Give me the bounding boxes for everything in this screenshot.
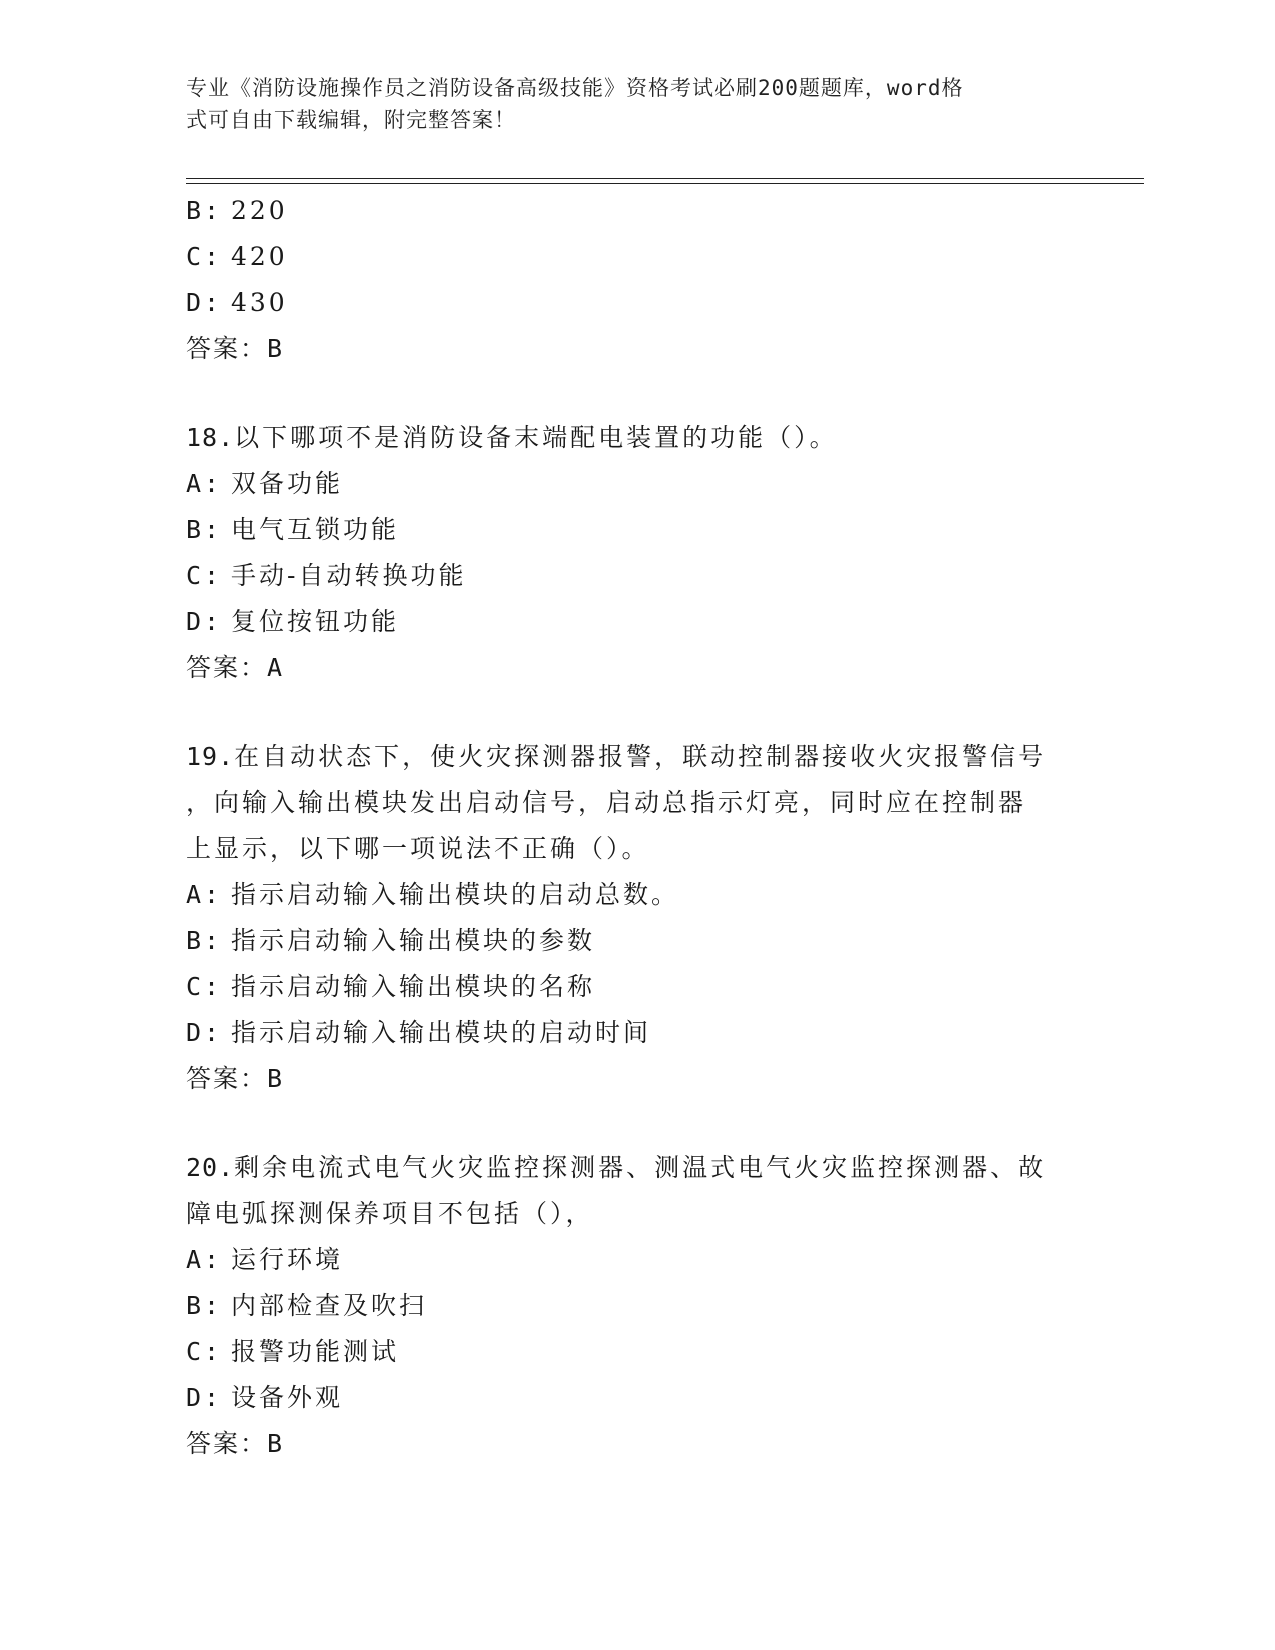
answer-label: 答案：: [186, 1064, 268, 1093]
option-text: 报警功能测试: [231, 1337, 400, 1366]
option-text: 运行环境: [231, 1245, 344, 1274]
option-label: A:: [186, 880, 223, 909]
answer-line: [186, 1056, 1076, 1102]
option-label: C:: [186, 561, 223, 590]
option-text: 电气互锁功能: [231, 515, 400, 544]
option-text: 手动-自动转换功能: [231, 561, 467, 590]
question-stem-line: [186, 734, 1076, 780]
option-d: [186, 1375, 1076, 1421]
option-b: [186, 918, 1076, 964]
option-d: [186, 599, 1076, 645]
answer-value: B: [267, 334, 285, 363]
answer-value: B: [267, 1429, 285, 1458]
question-stem-line: ，向输入输出模块发出启动信号，启动总指示灯亮，同时应在控制器: [186, 788, 1027, 817]
option-text: 430: [231, 288, 288, 317]
header-line-1: 专业《消防设施操作员之消防设备高级技能》资格考试必刷200题题库，word格: [186, 76, 964, 100]
option-b: [186, 507, 1076, 553]
option-label: D:: [186, 1018, 223, 1047]
option-label: D:: [186, 1383, 223, 1412]
question-content: [186, 188, 1076, 1467]
option-text: 复位按钮功能: [231, 607, 400, 636]
option-label: D:: [186, 288, 223, 317]
question-18: [186, 415, 1076, 691]
spacer: [186, 1102, 1076, 1145]
document-header: [186, 72, 1066, 136]
option-text: 指示启动输入输出模块的名称: [231, 972, 596, 1001]
question-text: 剩余电流式电气火灾监控探测器、测温式电气火灾监控探测器、故: [234, 1153, 1047, 1182]
answer-label: 答案：: [186, 1429, 268, 1458]
header-divider-top: [186, 178, 1144, 179]
option-label: B:: [186, 515, 223, 544]
spacer: [186, 691, 1076, 734]
option-label: C:: [186, 242, 223, 271]
option-label: B:: [186, 196, 223, 225]
option-c: [186, 553, 1076, 599]
option-b: [186, 1283, 1076, 1329]
option-b: [186, 188, 1076, 234]
spacer: [186, 372, 1076, 415]
answer-label: 答案：: [186, 334, 268, 363]
answer-line: [186, 326, 1076, 372]
answer-line: [186, 645, 1076, 691]
option-text: 指示启动输入输出模块的参数: [231, 926, 596, 955]
option-label: C:: [186, 972, 223, 1001]
question-stem-line: [186, 1145, 1076, 1191]
question-20: [186, 1145, 1076, 1467]
answer-line: [186, 1421, 1076, 1467]
question-number: 20.: [186, 1153, 235, 1182]
option-text: 220: [231, 196, 288, 225]
answer-value: A: [267, 653, 285, 682]
option-a: [186, 872, 1076, 918]
option-label: B:: [186, 1291, 223, 1320]
question-stem-line: 障电弧探测保养项目不包括（），: [186, 1199, 594, 1228]
option-text: 双备功能: [231, 469, 344, 498]
option-d: [186, 280, 1076, 326]
option-label: A:: [186, 469, 223, 498]
option-label: C:: [186, 1337, 223, 1366]
option-text: 420: [231, 242, 288, 271]
option-label: D:: [186, 607, 223, 636]
question-text: 在自动状态下，使火灾探测器报警，联动控制器接收火灾报警信号: [234, 742, 1047, 771]
option-c: [186, 234, 1076, 280]
option-text: 指示启动输入输出模块的启动时间: [231, 1018, 652, 1047]
question-stem-line: 上显示，以下哪一项说法不正确（）。: [186, 834, 650, 863]
option-c: [186, 964, 1076, 1010]
option-label: A:: [186, 1245, 223, 1274]
question-text: 以下哪项不是消防设备末端配电装置的功能（）。: [234, 423, 838, 452]
header-line-2: 式可自由下载编辑，附完整答案！: [186, 108, 516, 132]
option-d: [186, 1010, 1076, 1056]
question-number: 18.: [186, 423, 235, 452]
question-stem-line: [186, 415, 1076, 461]
option-a: [186, 1237, 1076, 1283]
answer-label: 答案：: [186, 653, 268, 682]
option-label: B:: [186, 926, 223, 955]
question-17-continued: [186, 188, 1076, 372]
question-19: [186, 734, 1076, 1102]
header-divider-bottom: [186, 183, 1144, 184]
answer-value: B: [267, 1064, 285, 1093]
option-text: 设备外观: [231, 1383, 344, 1412]
question-number: 19.: [186, 742, 235, 771]
option-a: [186, 461, 1076, 507]
option-text: 指示启动输入输出模块的启动总数。: [231, 880, 680, 909]
option-c: [186, 1329, 1076, 1375]
option-text: 内部检查及吹扫: [231, 1291, 428, 1320]
